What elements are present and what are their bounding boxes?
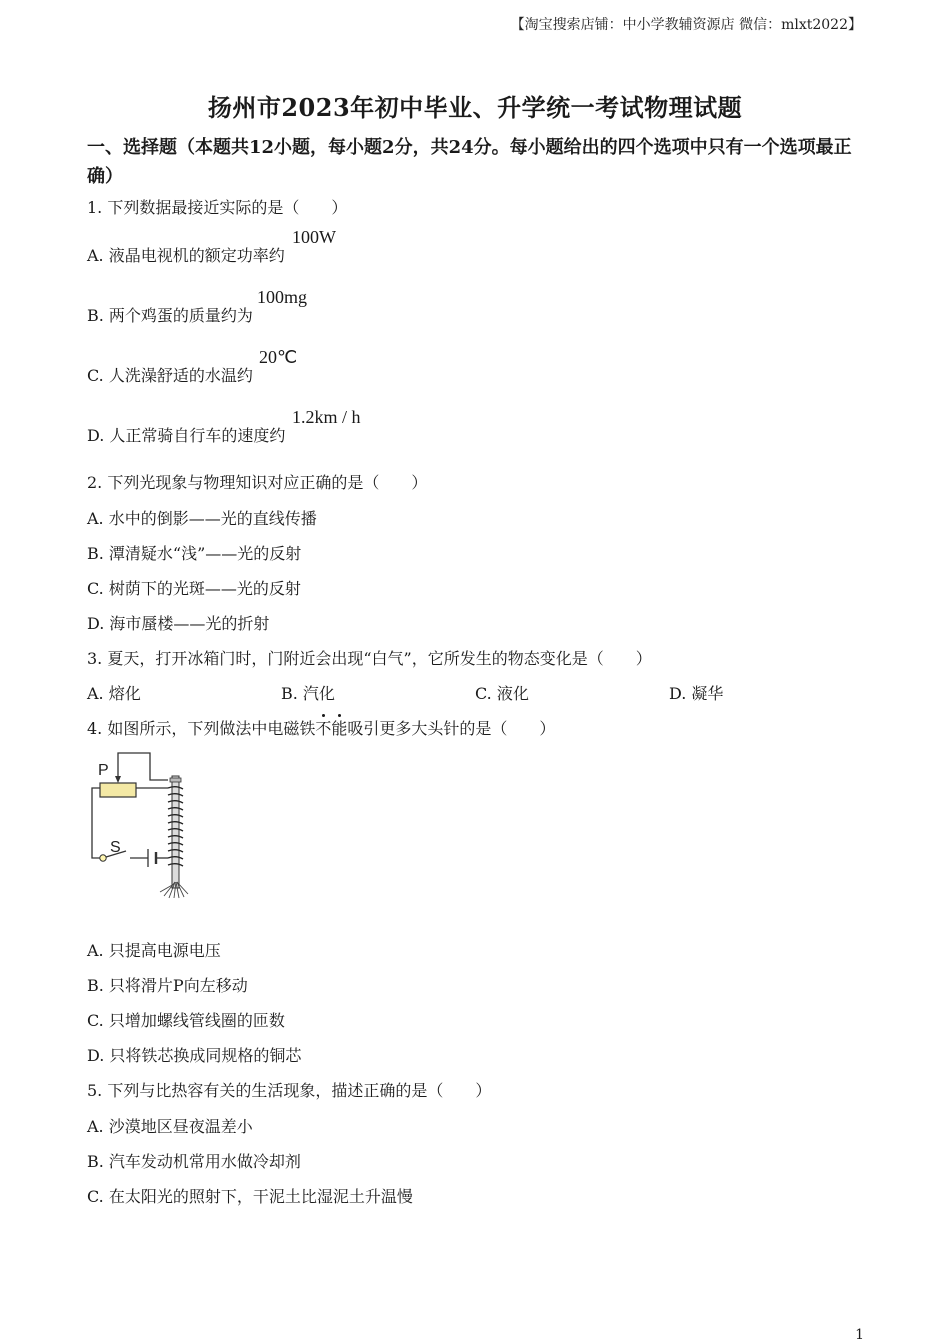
q3-option-b: B. 汽化 (281, 684, 335, 703)
q2-option-d: D. 海市蜃楼——光的折射 (87, 614, 270, 633)
electromagnet-circuit-diagram (88, 748, 198, 900)
q1-option-a: A. 液晶电视机的额定功率约 (87, 246, 285, 265)
q4-stem (87, 716, 555, 739)
q2-option-a: A. 水中的倒影——光的直线传播 (87, 509, 317, 528)
q4-option-c: C. 只增加螺线管线圈的匝数 (87, 1011, 285, 1030)
page-title: 扬州市2023年初中毕业、升学统一考试物理试题 (207, 93, 743, 122)
q3-stem: 3. 夏天，打开冰箱门时，门附近会出现“白气”，它所发生的物态变化是（ ） (87, 649, 652, 668)
q4-stem-before: 4. 如图所示，下列做法中电磁铁 (87, 719, 316, 738)
q4-stem-emphasis-2: 能 (331, 719, 348, 738)
q2-stem: 2. 下列光现象与物理知识对应正确的是（ ） (87, 473, 428, 492)
q3-option-c: C. 液化 (475, 684, 529, 703)
q1-option-d: D. 人正常骑自行车的速度约 (87, 426, 286, 445)
header-note: 【淘宝搜索店铺：中小学教辅资源店 微信：mlxt2022】 (510, 17, 862, 33)
q3-option-a: A. 熔化 (87, 684, 141, 703)
q1-stem: 1. 下列数据最接近实际的是（ ） (87, 198, 348, 217)
q4-stem-emphasis-1: 不 (315, 719, 332, 738)
q1-option-b: B. 两个鸡蛋的质量约为 (87, 306, 253, 325)
q5-stem: 5. 下列与比热容有关的生活现象，描述正确的是（ ） (87, 1081, 492, 1100)
q5-option-b: B. 汽车发动机常用水做冷却剂 (87, 1152, 301, 1171)
q4-option-d: D. 只将铁芯换成同规格的铜芯 (87, 1046, 302, 1065)
q5-option-c: C. 在太阳光的照射下，干泥土比湿泥土升温慢 (87, 1187, 413, 1206)
q2-option-b: B. 潭清疑水“浅”——光的反射 (87, 544, 302, 563)
switch-label-s: S (110, 839, 121, 856)
q4-option-b: B. 只将滑片P向左移动 (87, 976, 248, 995)
q4-stem-after: 吸引更多大头针的是（ ） (347, 719, 556, 738)
q2-option-c: C. 树荫下的光斑——光的反射 (87, 579, 301, 598)
section-heading: 一、选择题（本题共12小题，每小题2分，共24分。每小题给出的四个选项中只有一个选项最正确） (87, 137, 852, 187)
q5-option-a: A. 沙漠地区昼夜温差小 (87, 1117, 253, 1136)
q1-option-c-value: 20℃ (259, 347, 298, 367)
q1-option-d-value: 1.2km / h (292, 407, 361, 427)
q4-option-a: A. 只提高电源电压 (87, 941, 221, 960)
q1-option-c: C. 人洗澡舒适的水温约 (87, 366, 253, 385)
page-number: 1 (855, 1327, 864, 1343)
q1-option-a-value: 100W (292, 227, 336, 247)
slider-label-p: P (98, 762, 109, 779)
q1-option-b-value: 100mg (257, 287, 308, 307)
q3-option-d: D. 凝华 (669, 684, 724, 703)
